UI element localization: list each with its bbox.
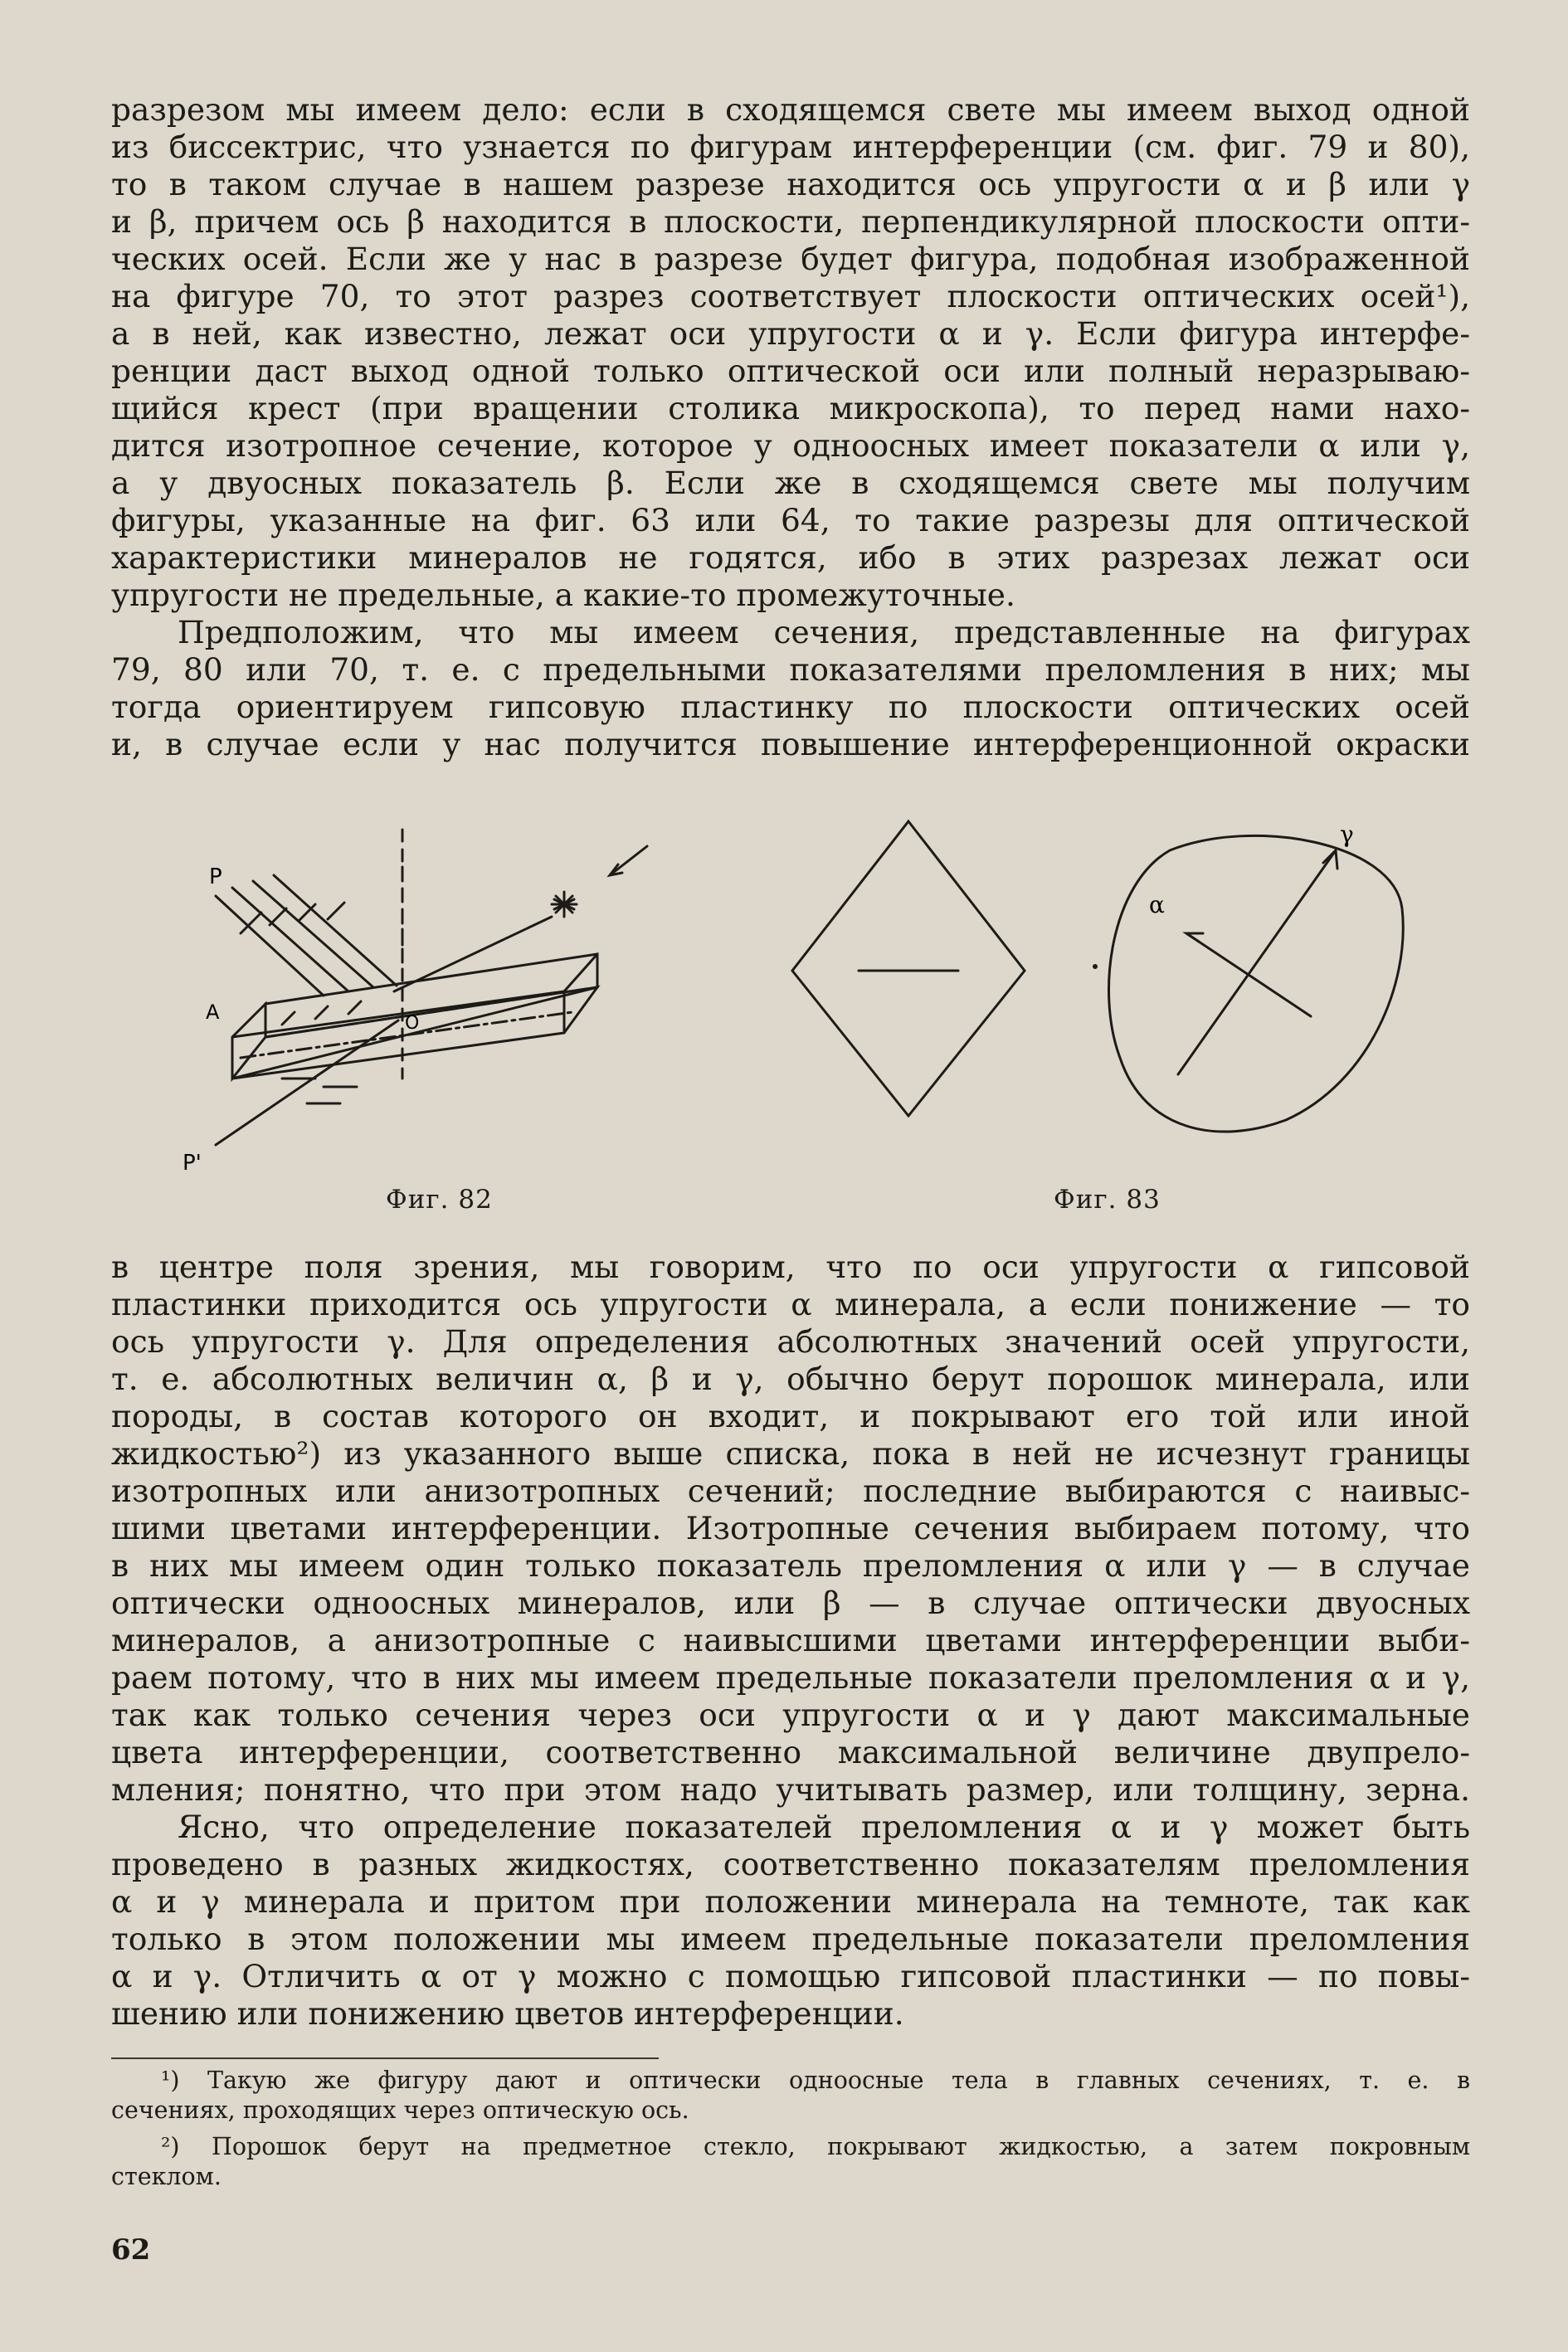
- text-line: пластинки приходится ось упругости α минерала, а если понижение — то: [111, 1286, 1470, 1322]
- text-line: и, в случае если у нас получится повышение интерференционной окраски: [111, 726, 1470, 762]
- arrow-mark: [348, 1001, 361, 1014]
- text-line: α и γ минерала и притом при положении минерала на темноте, так как: [111, 1883, 1470, 1920]
- figure-82-diagram: [183, 830, 713, 1195]
- text-line: породы, в состав которого он входит, и покрывают его той или иной: [111, 1398, 1470, 1434]
- text-line: щийся крест (при вращении столика микроскопа), то перед нами нахо-: [111, 390, 1470, 426]
- text-line: дится изотропное сечение, которое у одноосных имеет показатели α или γ,: [111, 427, 1470, 464]
- alpha-axis: [1186, 933, 1311, 1016]
- footnote-1: [111, 2066, 1470, 2126]
- plate-edge: [232, 991, 564, 1037]
- text-line: жидкостью²) из указанного выше списка, пока в ней не исчезнут границы: [111, 1435, 1470, 1472]
- diamond-shape: [792, 821, 1025, 1116]
- ray-line: [274, 875, 397, 986]
- text-line: на фигуре 70, то этот разрез соответствует плоскости оптических осей¹),: [111, 278, 1470, 314]
- paragraph-2: [111, 614, 1470, 763]
- figure-82-caption: Фиг. 82: [386, 1185, 493, 1215]
- text-line: а в ней, как известно, лежат оси упругости α и γ. Если фигура интерфе-: [111, 315, 1470, 352]
- text-line: и β, причем ось β находится в плоскости, перпендикулярной плоскости опти-: [111, 203, 1470, 240]
- crystal-plate-left: [232, 1004, 265, 1079]
- text-line: проведено в разных жидкостях, соответственно показателям преломления: [111, 1846, 1470, 1882]
- footnote-line: ²) Порошок берут на предметное стекло, покрывают жидкостью, а затем покровным: [161, 2133, 1470, 2160]
- text-line: в центре поля зрения, мы говорим, что по оси упругости α гипсовой: [111, 1249, 1470, 1285]
- text-line: так как только сечения через оси упругости α и γ дают максимальные: [111, 1697, 1470, 1733]
- arrow-line: [610, 846, 647, 875]
- footnotes: [111, 2066, 1470, 2192]
- paragraph-3: [111, 1249, 1470, 1809]
- text-line: α и γ. Отличить α от γ можно с помощью гипсовой пластинки — по повы-: [111, 1958, 1470, 1994]
- text-line: упругости не предельные, а какие-то промежуточные.: [111, 577, 1015, 613]
- paragraph-4: [111, 1809, 1470, 2033]
- light-burst-icon: [552, 892, 577, 917]
- text-line: ось упругости γ. Для определения абсолютных значений осей упругости,: [111, 1323, 1470, 1360]
- text-line: 79, 80 или 70, т. е. с предельными показателями преломления в них; мы: [111, 651, 1470, 688]
- text-line: характеристики минералов не годятся, ибо в этих разрезах лежат оси: [111, 539, 1470, 576]
- arrow-head: [1186, 933, 1203, 942]
- text-line: тогда ориентируем гипсовую пластинку по плоскости оптических осей: [111, 689, 1470, 725]
- ray-hatch: [299, 904, 315, 921]
- label-gamma: γ: [1340, 821, 1354, 848]
- text-line: в них мы имеем один только показатель преломления α или γ — в случае: [111, 1547, 1470, 1584]
- label-a: A: [206, 1001, 220, 1024]
- label-o: O: [405, 1013, 420, 1034]
- text-line: т. е. абсолютных величин α, β и γ, обычно берут порошок минерала, или: [111, 1361, 1470, 1397]
- ray-line: [253, 881, 373, 987]
- text-line: шими цветами интерференции. Изотропные сечения выбираем потому, что: [111, 1510, 1470, 1546]
- text-line: из биссектрис, что узнается по фигурам интерференции (см. фиг. 79 и 80),: [111, 129, 1470, 165]
- text-line: то в таком случае в нашем разрезе находится ось упругости α и β или γ: [111, 166, 1470, 202]
- figure-83-caption: Фиг. 83: [1054, 1185, 1161, 1215]
- footnote-line: сечениях, проходящих через оптическую ось.: [111, 2096, 689, 2124]
- text-line: оптически одноосных минералов, или β — в случае оптически двуосных: [111, 1585, 1470, 1621]
- ray-line: [232, 888, 348, 991]
- footnote-divider: [111, 2057, 659, 2059]
- gamma-axis: [1178, 850, 1336, 1074]
- text-line: Предположим, что мы имеем сечения, представленные на фигурах: [178, 614, 1470, 650]
- text-line: а у двуосных показатель β. Если же в сходящемся свете мы получим: [111, 465, 1470, 501]
- reflected-ray: [394, 917, 552, 991]
- mineral-grain-outline: [1109, 835, 1404, 1132]
- label-p: P: [209, 864, 222, 889]
- paragraph-1-text: [111, 91, 1470, 614]
- text-line: ренции даст выход одной только оптической оси или полный неразрываю-: [111, 353, 1470, 389]
- text-line: мления; понятно, что при этом надо учитывать размер, или толщину, зерна.: [111, 1771, 1470, 1808]
- text-line: Ясно, что определение показателей преломления α и γ может быть: [178, 1809, 1470, 1845]
- arrow-mark: [282, 1012, 295, 1025]
- plate-edge: [564, 954, 597, 991]
- paragraph-4-text: [111, 1809, 1470, 2033]
- paragraph-2-text: [111, 614, 1470, 763]
- text-line: цвета интерференции, соответственно максимальной величине двупрело-: [111, 1734, 1470, 1770]
- page-number: 62: [111, 2233, 151, 2267]
- figure-83-diagram: [821, 817, 1452, 1166]
- text-line: раем потому, что в них мы имеем предельные показатели преломления α и γ,: [111, 1659, 1470, 1696]
- arrow-mark: [315, 1006, 328, 1019]
- text-line: только в этом положении мы имеем предельные показатели преломления: [111, 1921, 1470, 1957]
- footnote-line: ¹) Такую же фигуру дают и оптически одноосные тела в главных сечениях, т. е. в: [161, 2067, 1470, 2094]
- paragraph-1: [111, 91, 1470, 614]
- label-p-prime: P': [183, 1151, 202, 1176]
- text-line: ческих осей. Если же у нас в разрезе будет фигура, подобная изображенной: [111, 241, 1470, 277]
- text-line: минералов, а анизотропные с наивысшими цветами интерференции выби-: [111, 1622, 1470, 1658]
- transmitted-ray: [216, 1020, 398, 1145]
- label-alpha: α: [1149, 891, 1165, 918]
- text-line: изотропных или анизотропных сечений; последние выбираются с наивыс-: [111, 1473, 1470, 1509]
- footnote-line: стеклом.: [111, 2163, 222, 2190]
- ray-hatch: [328, 903, 344, 919]
- speck: [1093, 964, 1098, 969]
- text-line: шению или понижению цветов интерференции.: [111, 1995, 904, 2032]
- text-line: разрезом мы имеем дело: если в сходящемся свете мы имеем выход одной: [111, 91, 1470, 128]
- footnote-2: [111, 2132, 1470, 2192]
- ray-hatch: [270, 908, 286, 925]
- text-line: фигуры, указанные на фиг. 63 или 64, то такие разрезы для оптической: [111, 502, 1470, 538]
- paragraph-3-text: [111, 1249, 1470, 1809]
